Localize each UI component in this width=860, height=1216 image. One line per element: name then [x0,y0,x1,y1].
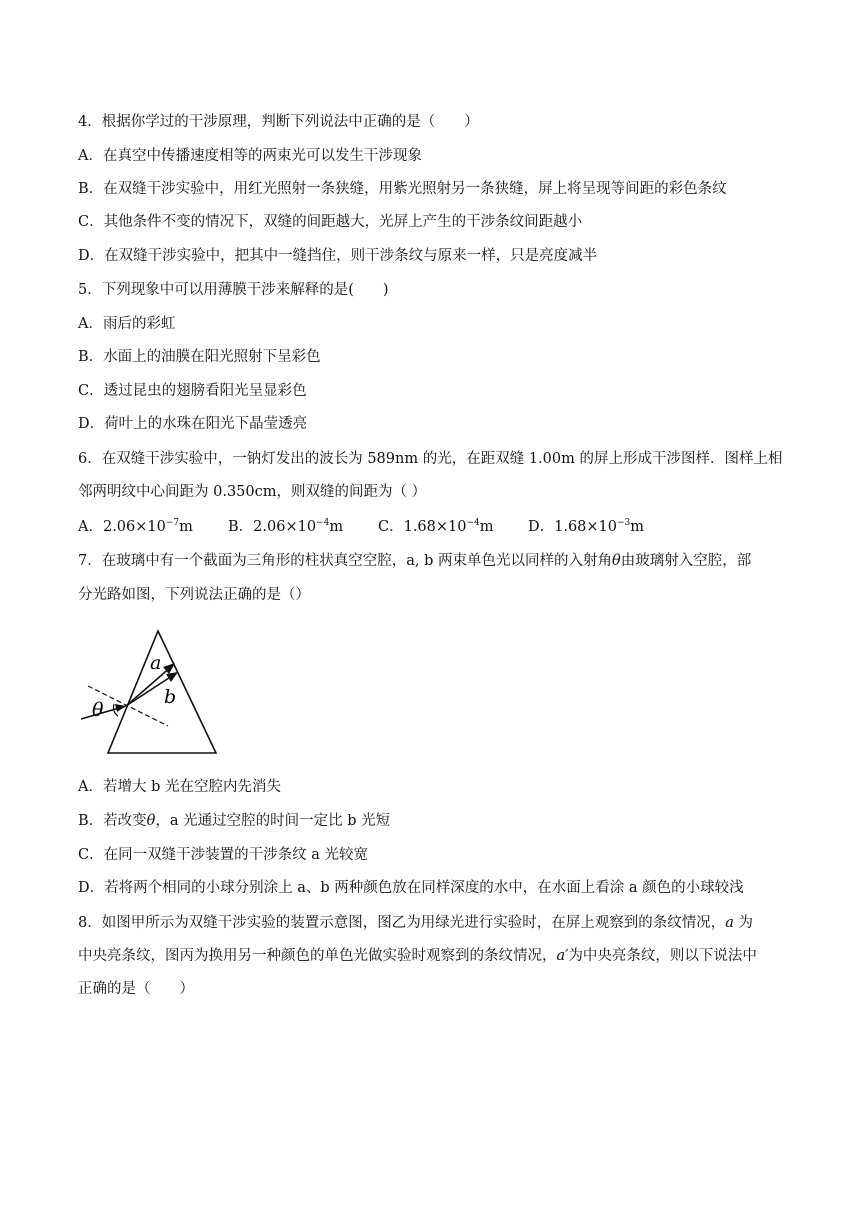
q7-option-a: A．若增大 b 光在空腔内先消失 [78,779,281,795]
q5-stem: 5．下列现象中可以用薄膜干涉来解释的是( ) [78,282,389,298]
q5-option-b: B．水面上的油膜在阳光照射下呈彩色 [78,349,321,365]
q4-option-d: D．在双缝干涉实验中，把其中一缝挡住，则干涉条纹与原来一样，只是亮度减半 [78,248,598,264]
q4-option-a: A．在真空中传播速度相等的两束光可以发生干涉现象 [78,148,422,164]
q6-option-a: A．$2.06\times 10^{-7}m$ [78,518,193,535]
label-a: a [150,652,162,674]
label-theta: θ [92,699,104,721]
q7-option-b: B．若改变θ，a 光通过空腔的时间一定比 b 光短 [78,813,391,829]
q5-option-d: D．荷叶上的水珠在阳光下晶莹透亮 [78,416,308,432]
q6-stem-line2: 邻两明纹中心间距为 0.350cm，则双缝的间距为（ ） [78,484,427,500]
label-b: b [164,686,177,708]
incident-ray-arrow [115,704,126,712]
q8-line3: 正确的是（ ） [78,981,194,997]
q4-option-b: B．在双缝干涉实验中，用红光照射一条狭缝，用紫光照射另一条狭缝，屏上将呈现等间距的彩色条纹 [78,181,727,197]
q4-option-c: C．其他条件不变的情况下，双缝的间距越大，光屏上产生的干涉条纹间距越小 [78,214,583,230]
q8-line1: 8．如图甲所示为双缝干涉实验的装置示意图，图乙为用绿光进行实验时，在屏上观察到的条纹情况，a 为 [78,915,753,931]
q4-stem: 4．根据你学过的干涉原理，判断下列说法中正确的是（ ） [78,114,479,130]
q5-option-a: A．雨后的彩虹 [78,316,176,332]
q7-option-c: C．在同一双缝干涉装置的干涉条纹 a 光较宽 [78,847,368,863]
prism-diagram [78,626,228,760]
q6-option-b: B．$2.06\times 10^{-4}m$ [228,518,344,535]
q6-option-d: D．$1.68\times 10^{-3}m$ [528,518,645,535]
triangle-cavity [108,631,216,753]
q7-option-d: D．若将两个相同的小球分别涂上 a、b 两种颜色放在同样深度的水中，在水面上看涂 a 颜色的小球较浅 [78,880,744,896]
q6-stem-line1: 6．在双缝干涉实验中，一钠灯发出的波长为 589nm 的光，在距双缝 1.00m 的屏上形成干涉图样．图样上相 [78,451,783,467]
q5-option-c: C．透过昆虫的翅膀看阳光呈显彩色 [78,383,307,399]
q6-option-c: C．$1.68\times 10^{-4}m$ [378,518,494,535]
q8-line2: 中央亮条纹，图丙为换用另一种颜色的单色光做实验时观察到的条纹情况，a′为中央亮条纹，则以下说法中 [78,948,757,964]
q7-stem-line1: 7．在玻璃中有一个截面为三角形的柱状真空空腔，a, b 两束单色光以同样的入射角θ由玻璃射入空腔，部 [78,553,752,569]
q6-options [78,517,644,537]
ray-b-arrow [166,672,178,682]
q7-stem-line2: 分光路如图，下列说法正确的是（） [78,587,310,603]
